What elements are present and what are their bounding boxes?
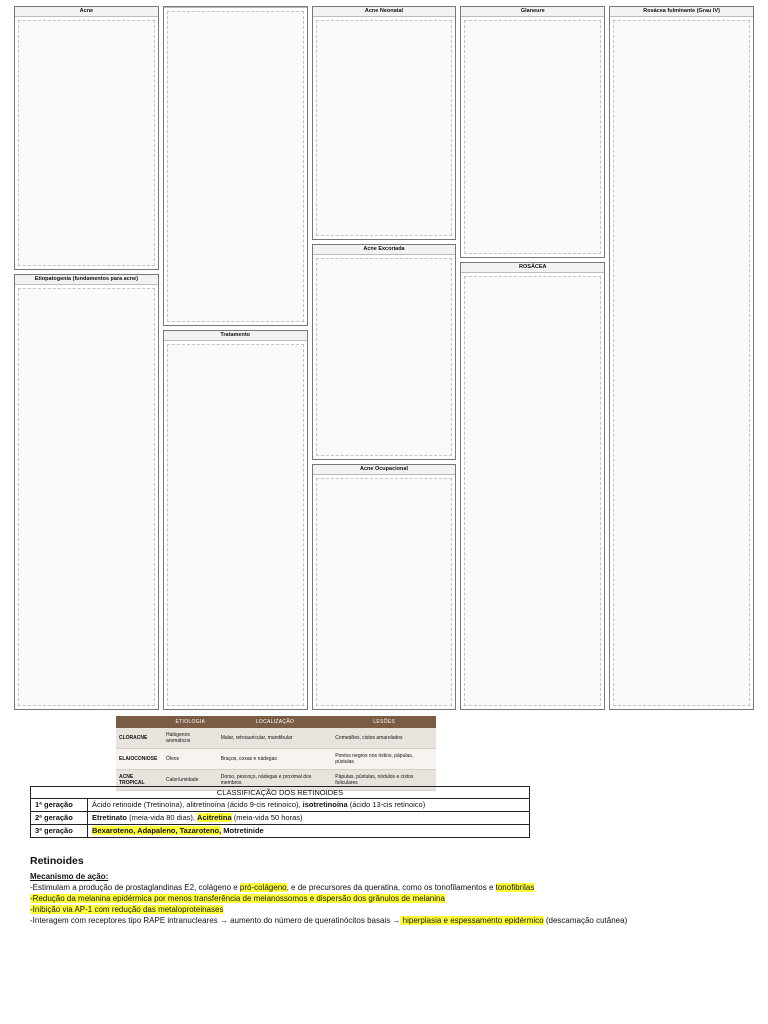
notes-box — [14, 6, 159, 270]
table-cell: Braços, coxas e nádegas — [218, 749, 333, 770]
notes-column-5 — [609, 6, 754, 710]
line-text: -Estimulam a produção de prostaglandinas E2, colágeno e — [30, 883, 240, 892]
table-cell: Halógenos aromáticos — [163, 728, 218, 749]
notes-column-2 — [163, 6, 308, 710]
arrow-icon: → — [392, 916, 401, 925]
highlighted-text: hiperplasia e espessamento epidérmico — [400, 916, 544, 925]
mechanism-line — [30, 915, 750, 926]
notes-column-1 — [14, 6, 159, 710]
table-cell: Óleos — [163, 749, 218, 770]
arrow-icon: → — [219, 916, 228, 925]
notes-box — [14, 274, 159, 710]
mechanism-line — [30, 893, 750, 904]
generation-label: 3ª geração — [31, 825, 88, 838]
notes-box — [609, 6, 754, 710]
line-text: -Interagem com receptores tipo RAPE intranucleares — [30, 916, 220, 925]
box-title: Rosácea fulminante (Grau IV) — [610, 7, 753, 17]
cell-text: Ácido retinoide (Tretinoína), alitretinoína (ácido 9-cis retinoico), — [92, 800, 303, 809]
text-region — [316, 20, 453, 236]
retinoid-section — [30, 856, 750, 926]
table-header-cell: LESÕES — [332, 716, 436, 728]
table-cell: Pápulas, pústulas, nódulos e cistos foliculares — [332, 770, 436, 791]
box-title — [164, 7, 307, 8]
text-region — [18, 288, 155, 706]
text-region — [316, 258, 453, 456]
mechanism-line — [30, 882, 750, 893]
notes-grid — [14, 6, 754, 710]
mechanism-line — [30, 904, 750, 915]
notes-box — [312, 244, 457, 460]
section-title: Retinoides — [30, 855, 84, 867]
notes-column-4 — [460, 6, 605, 710]
table-row — [31, 799, 530, 812]
table-cell: CLORACNE — [116, 728, 163, 749]
box-title: ROSÁCEA — [461, 263, 604, 273]
table-row — [116, 728, 436, 749]
mechanism-heading: Mecanismo de ação: — [30, 872, 109, 881]
table-row — [116, 749, 436, 770]
etiology-table — [116, 716, 436, 791]
box-title: Etiopatogenia (fundamentos para acne) — [15, 275, 158, 285]
table-title: CLASSIFICAÇÃO DOS RETINOIDES — [31, 787, 530, 799]
text-region — [167, 344, 304, 706]
line-text: aumento do número de queratinócitos basais — [227, 916, 393, 925]
mechanism-heading-line — [30, 871, 750, 882]
generation-label: 2ª geração — [31, 812, 88, 825]
box-title: Glaneure — [461, 7, 604, 17]
table-cell: Dorso, pescoço, nádegas e proximal dos membros — [218, 770, 333, 791]
table-header-row — [116, 716, 436, 728]
text-region — [18, 20, 155, 266]
box-title: Acne Neonatal — [313, 7, 456, 17]
notes-box — [312, 6, 457, 240]
highlighted-text: Bexaroteno, Adapaleno, Tazaroteno, — [92, 826, 222, 835]
highlighted-text: -Inibição via AP-1 com redução das metaloproteinases — [30, 905, 224, 914]
line-text: (descamação cutânea) — [543, 916, 628, 925]
notes-box — [163, 6, 308, 326]
table-cell: ELAIOCONIOSE — [116, 749, 163, 770]
table-cell: Malar, retroauricular, mandibular — [218, 728, 333, 749]
text-region — [613, 20, 750, 706]
table-row — [31, 825, 530, 838]
text-region — [464, 276, 601, 706]
box-title: Acne Excoriada — [313, 245, 456, 255]
text-region — [167, 11, 304, 322]
cell-text-bold: isotretinoína — [302, 800, 348, 809]
line-text: , e de precursores da queratina, como os tonofilamentos e — [286, 883, 496, 892]
table-header-row — [31, 787, 530, 799]
text-region — [316, 478, 453, 706]
retinoid-classification-table — [30, 786, 530, 838]
box-title: Tratamento — [164, 331, 307, 341]
notes-box — [460, 262, 605, 710]
text-region — [464, 20, 601, 254]
table-header-cell — [116, 716, 163, 728]
table-cell: Comedões, cistos amarelados — [332, 728, 436, 749]
table-cell — [88, 825, 530, 838]
table-header-cell: ETIOLOGIA — [163, 716, 218, 728]
table-header-cell: LOCALIZAÇÃO — [218, 716, 333, 728]
table-cell — [88, 812, 530, 825]
highlighted-text: Acitretina — [197, 813, 232, 822]
notes-column-3 — [312, 6, 457, 710]
generation-label: 1ª geração — [31, 799, 88, 812]
box-title: Acne — [15, 7, 158, 17]
table-cell: Pontos negros nos óstios, pápulas, pústulas — [332, 749, 436, 770]
notes-box — [312, 464, 457, 710]
table-row — [31, 812, 530, 825]
table-cell — [88, 799, 530, 812]
cell-text: (meia-vida 80 dias), — [127, 813, 198, 822]
highlighted-text: tonofibrilas — [495, 883, 535, 892]
cell-text: (meia-vida 50 horas) — [231, 813, 303, 822]
cell-text-bold: Motretinide — [221, 826, 264, 835]
cell-text-bold: Etretinato — [92, 813, 128, 822]
notes-box — [163, 330, 308, 710]
highlighted-text: -Redução da melanina epidérmica por menos transferência de melanossomos e dispersão dos grânulos de melanina — [30, 894, 445, 903]
table-cell: Calor/umidade — [163, 770, 218, 791]
highlighted-text: pró-colágeno — [239, 883, 287, 892]
box-title: Acne Ocupacional — [313, 465, 456, 475]
cell-text: (ácido 13-cis retinoico) — [347, 800, 426, 809]
table-cell: ACNE TROPICAL — [116, 770, 163, 791]
notes-box — [460, 6, 605, 258]
